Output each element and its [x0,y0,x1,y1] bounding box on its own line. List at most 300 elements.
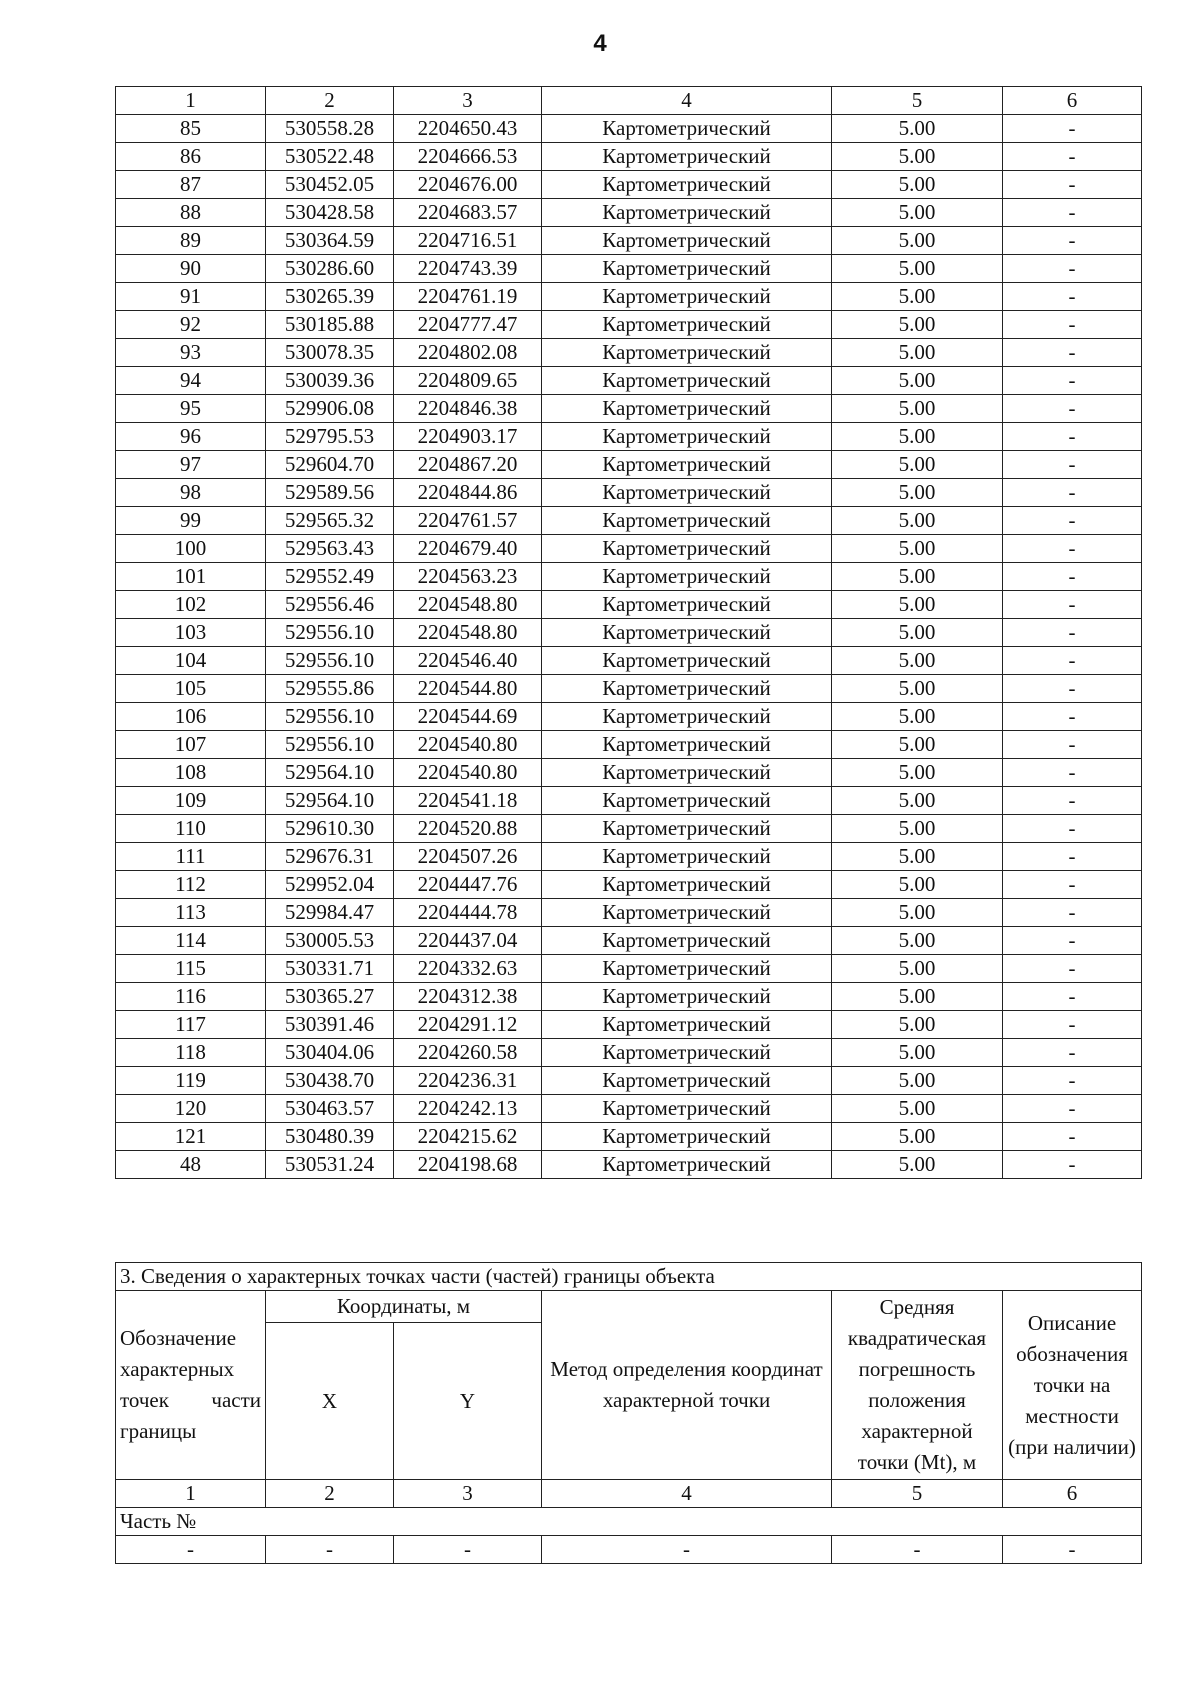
table-cell: 2204666.53 [394,143,542,171]
table-cell: - [1003,619,1142,647]
table-row [116,731,1142,759]
table-cell: 530005.53 [266,927,394,955]
table-cell: 2204242.13 [394,1095,542,1123]
table-cell: Картометрический [542,367,832,395]
table-cell: 85 [116,115,266,143]
error-header: Средняя квадратическая погрешность положения характерной точки (Mt), м [832,1291,1003,1480]
table-cell: 103 [116,619,266,647]
table-cell: 2204563.23 [394,563,542,591]
table-cell: - [1003,1123,1142,1151]
table-cell: 95 [116,395,266,423]
table-cell: - [1003,143,1142,171]
table-cell: Картометрический [542,731,832,759]
table-cell: - [1003,703,1142,731]
page-number: 4 [593,30,607,57]
table-cell: 5.00 [832,899,1003,927]
section-title: 3. Сведения о характерных точках части (частей) границы объекта [116,1263,1142,1291]
table-cell: Картометрический [542,1039,832,1067]
table-row [116,1123,1142,1151]
column-number: 5 [832,1480,1003,1508]
table-cell: 5.00 [832,367,1003,395]
column-number: 4 [542,1480,832,1508]
table-cell: 530078.35 [266,339,394,367]
table-cell: 2204809.65 [394,367,542,395]
table-cell: 530522.48 [266,143,394,171]
table-cell: - [1003,535,1142,563]
section-title-row [116,1263,1142,1291]
table-cell: Картометрический [542,115,832,143]
table-cell: 94 [116,367,266,395]
table-cell: Картометрический [542,507,832,535]
table-cell: 2204544.80 [394,675,542,703]
table-cell: 2204777.47 [394,311,542,339]
table-row [116,1067,1142,1095]
table-row [116,479,1142,507]
table-cell: 2204437.04 [394,927,542,955]
table-cell: 529556.10 [266,703,394,731]
table-cell: Картометрический [542,675,832,703]
table-cell: - [1003,227,1142,255]
table-cell: 2204761.19 [394,283,542,311]
table-cell: 2204540.80 [394,731,542,759]
y-header: Y [394,1323,542,1480]
table-cell: 5.00 [832,255,1003,283]
table-cell: 2204844.86 [394,479,542,507]
table-cell: - [1003,927,1142,955]
table-cell: 529563.43 [266,535,394,563]
table-cell: 102 [116,591,266,619]
table-cell: 530365.27 [266,983,394,1011]
table-cell: - [1003,339,1142,367]
table-cell: - [1003,899,1142,927]
table-row [116,227,1142,255]
table-row [116,255,1142,283]
table-cell: 5.00 [832,395,1003,423]
table-cell: 120 [116,1095,266,1123]
table-cell: 5.00 [832,759,1003,787]
table-cell: 5.00 [832,451,1003,479]
table-cell: - [1003,955,1142,983]
table-cell: Картометрический [542,283,832,311]
table-cell: 5.00 [832,591,1003,619]
table-row [116,787,1142,815]
table-cell: 88 [116,199,266,227]
table-cell: Картометрический [542,1151,832,1179]
table-cell: - [1003,423,1142,451]
table-cell: 530391.46 [266,1011,394,1039]
table-cell: 2204541.18 [394,787,542,815]
table-cell: 114 [116,927,266,955]
table-cell: 107 [116,731,266,759]
table-cell: 529795.53 [266,423,394,451]
table-cell: 2204546.40 [394,647,542,675]
table-row [116,927,1142,955]
table-cell: 108 [116,759,266,787]
table-cell: Картометрический [542,395,832,423]
table-row [116,171,1142,199]
table-cell: 5.00 [832,619,1003,647]
table-cell: 2204679.40 [394,535,542,563]
table-cell: 5.00 [832,703,1003,731]
table-cell: 2204650.43 [394,115,542,143]
table-cell: 2204312.38 [394,983,542,1011]
table-cell: 2204520.88 [394,815,542,843]
table-cell: 5.00 [832,479,1003,507]
table-row [116,199,1142,227]
column-number: 3 [394,1480,542,1508]
column-number: 6 [1003,1480,1142,1508]
part-label: Часть № [116,1508,1142,1536]
table-cell: - [1003,395,1142,423]
table-cell: 2204846.38 [394,395,542,423]
table-cell: Картометрический [542,843,832,871]
table-cell: 529555.86 [266,675,394,703]
table-row [116,115,1142,143]
column-number: 1 [116,87,266,115]
table-cell: Картометрический [542,535,832,563]
table-cell: 530463.57 [266,1095,394,1123]
x-header: X [266,1323,394,1480]
table-cell: 2204236.31 [394,1067,542,1095]
table-row [116,1039,1142,1067]
coordinates-table [115,86,1142,1179]
table-cell: 529984.47 [266,899,394,927]
table-cell: 5.00 [832,1123,1003,1151]
table-cell: 530558.28 [266,115,394,143]
table-cell: Картометрический [542,451,832,479]
table-cell: 5.00 [832,115,1003,143]
table-cell: 5.00 [832,423,1003,451]
table-cell: Картометрический [542,619,832,647]
table-row [116,843,1142,871]
table-cell: Картометрический [542,815,832,843]
table-cell: 529552.49 [266,563,394,591]
table-cell: 529952.04 [266,871,394,899]
table-cell: 92 [116,311,266,339]
table-cell: 5.00 [832,871,1003,899]
table-cell: 530265.39 [266,283,394,311]
table-cell: 2204444.78 [394,899,542,927]
table-cell: 5.00 [832,143,1003,171]
table-cell: 530404.06 [266,1039,394,1067]
table-cell: 121 [116,1123,266,1151]
header-row [116,1291,1142,1323]
table-cell: 530452.05 [266,171,394,199]
table-cell: - [1003,759,1142,787]
table-row [116,955,1142,983]
column-number: 5 [832,87,1003,115]
table-cell: 5.00 [832,199,1003,227]
table-cell: - [1003,983,1142,1011]
column-number: 6 [1003,87,1142,115]
table-cell: 2204802.08 [394,339,542,367]
table-cell: Картометрический [542,311,832,339]
table-cell: 2204548.80 [394,591,542,619]
table-cell: 5.00 [832,1151,1003,1179]
table-cell: 2204716.51 [394,227,542,255]
table-cell: 112 [116,871,266,899]
table-row [116,535,1142,563]
table-cell: 5.00 [832,955,1003,983]
method-header: Метод определения координат характерной точки [542,1291,832,1480]
table-cell: Картометрический [542,983,832,1011]
table-cell: Картометрический [542,927,832,955]
table-cell: Картометрический [542,955,832,983]
table-cell: 5.00 [832,787,1003,815]
table-cell: - [116,1536,266,1564]
table-cell: Картометрический [542,143,832,171]
table-cell: 113 [116,899,266,927]
table-cell: 5.00 [832,1067,1003,1095]
table-cell: Картометрический [542,479,832,507]
table-cell: 5.00 [832,171,1003,199]
table-row [116,703,1142,731]
table-cell: - [1003,731,1142,759]
table-cell: - [1003,675,1142,703]
table-cell: Картометрический [542,339,832,367]
table-cell: Картометрический [542,787,832,815]
table-cell: - [1003,311,1142,339]
table-cell: Картометрический [542,199,832,227]
table-cell: 118 [116,1039,266,1067]
table-cell: Картометрический [542,227,832,255]
table-cell: 529906.08 [266,395,394,423]
table-cell: 530428.58 [266,199,394,227]
table-cell: Картометрический [542,255,832,283]
table-row [116,899,1142,927]
table-cell: 97 [116,451,266,479]
table-cell: 2204683.57 [394,199,542,227]
table-row [116,675,1142,703]
table-cell: 5.00 [832,507,1003,535]
table-row [116,983,1142,1011]
table-cell: 530438.70 [266,1067,394,1095]
table-row [116,759,1142,787]
table-row [116,367,1142,395]
table-cell: Картометрический [542,759,832,787]
parts-table [115,1262,1142,1564]
table-cell: - [1003,507,1142,535]
table-row [116,507,1142,535]
table-cell: - [1003,171,1142,199]
table-cell: 116 [116,983,266,1011]
table-cell: 48 [116,1151,266,1179]
table-cell: Картометрический [542,423,832,451]
table-cell: 2204540.80 [394,759,542,787]
table-cell: Картометрический [542,563,832,591]
table-cell: 529564.10 [266,759,394,787]
table-row [116,339,1142,367]
table-cell: 530286.60 [266,255,394,283]
table-cell: 5.00 [832,815,1003,843]
table-cell: - [1003,871,1142,899]
table-cell: 5.00 [832,675,1003,703]
table-cell: 87 [116,171,266,199]
column-number-row [116,87,1142,115]
table-cell: Картометрический [542,1067,832,1095]
table-cell: Картометрический [542,1011,832,1039]
table-cell: 5.00 [832,843,1003,871]
table-cell: Картометрический [542,647,832,675]
table-cell: - [266,1536,394,1564]
table-cell: - [1003,787,1142,815]
table-cell: - [1003,815,1142,843]
table-cell: 530185.88 [266,311,394,339]
table-cell: Картометрический [542,591,832,619]
table-cell: - [1003,451,1142,479]
table-cell: 91 [116,283,266,311]
table-cell: 5.00 [832,535,1003,563]
part-label-row [116,1508,1142,1536]
table-cell: 2204198.68 [394,1151,542,1179]
table-cell: - [1003,115,1142,143]
table-cell: 96 [116,423,266,451]
column-number: 3 [394,87,542,115]
table-cell: 5.00 [832,1039,1003,1067]
table-cell: - [1003,367,1142,395]
table-cell: 529556.10 [266,647,394,675]
table-row [116,619,1142,647]
table-row [116,647,1142,675]
table-row [116,283,1142,311]
table-cell: - [832,1536,1003,1564]
table-cell: 2204676.00 [394,171,542,199]
table-cell: 5.00 [832,283,1003,311]
table-cell: - [1003,1095,1142,1123]
table-cell: - [1003,647,1142,675]
table-cell: 86 [116,143,266,171]
table-cell: 90 [116,255,266,283]
table-cell: - [1003,1536,1142,1564]
table-cell: Картометрический [542,871,832,899]
table-cell: 93 [116,339,266,367]
column-number: 4 [542,87,832,115]
table-cell: 98 [116,479,266,507]
table-cell: - [1003,283,1142,311]
table-cell: - [1003,843,1142,871]
table-cell: 2204761.57 [394,507,542,535]
table-cell: - [1003,563,1142,591]
column-number: 2 [266,1480,394,1508]
table-row [116,815,1142,843]
table-cell: 529556.10 [266,619,394,647]
column-number: 2 [266,87,394,115]
table-row [116,871,1142,899]
table-cell: 2204743.39 [394,255,542,283]
table-cell: 529610.30 [266,815,394,843]
table-cell: 100 [116,535,266,563]
table-cell: Картометрический [542,171,832,199]
table-cell: - [394,1536,542,1564]
table-row [116,143,1142,171]
table-row [116,423,1142,451]
column-number: 1 [116,1480,266,1508]
table-cell: 530331.71 [266,955,394,983]
table-cell: 106 [116,703,266,731]
table-row [116,1536,1142,1564]
table-cell: - [1003,1039,1142,1067]
table-cell: 109 [116,787,266,815]
table-cell: 529556.10 [266,731,394,759]
table-cell: 530531.24 [266,1151,394,1179]
table-cell: 2204544.69 [394,703,542,731]
table-cell: 530480.39 [266,1123,394,1151]
table-cell: 529564.10 [266,787,394,815]
table-cell: 105 [116,675,266,703]
table-cell: 104 [116,647,266,675]
table-cell: - [1003,199,1142,227]
table-row [116,591,1142,619]
table-cell: 5.00 [832,563,1003,591]
table-row [116,1011,1142,1039]
table-cell: 2204291.12 [394,1011,542,1039]
table-cell: Картометрический [542,703,832,731]
table-cell: Картометрический [542,1095,832,1123]
table-cell: - [1003,1151,1142,1179]
table-row [116,1095,1142,1123]
table-cell: 5.00 [832,339,1003,367]
table-cell: 119 [116,1067,266,1095]
description-header: Описание обозначения точки на местности (при наличии) [1003,1291,1142,1480]
table-cell: 2204507.26 [394,843,542,871]
table-row [116,1151,1142,1179]
table-cell: 5.00 [832,1095,1003,1123]
coordinates-header: Координаты, м [266,1291,542,1323]
table-cell: 5.00 [832,227,1003,255]
table-cell: 101 [116,563,266,591]
table-cell: 2204260.58 [394,1039,542,1067]
table-cell: 530364.59 [266,227,394,255]
table-cell: 529604.70 [266,451,394,479]
table-cell: - [1003,1011,1142,1039]
table-cell: 111 [116,843,266,871]
table-row [116,395,1142,423]
table-cell: - [1003,479,1142,507]
table-cell: 89 [116,227,266,255]
table-cell: 5.00 [832,1011,1003,1039]
table-row [116,563,1142,591]
table-cell: 115 [116,955,266,983]
table-cell: Картометрический [542,899,832,927]
table-cell: - [1003,591,1142,619]
column-number-row [116,1480,1142,1508]
table-cell: 529556.46 [266,591,394,619]
table-cell: 2204332.63 [394,955,542,983]
table-cell: 5.00 [832,927,1003,955]
table-cell: 2204215.62 [394,1123,542,1151]
table-cell: 99 [116,507,266,535]
table-row [116,311,1142,339]
table-cell: 5.00 [832,731,1003,759]
table-row [116,451,1142,479]
table-cell: 530039.36 [266,367,394,395]
table-cell: 2204903.17 [394,423,542,451]
table-cell: 110 [116,815,266,843]
table-cell: 5.00 [832,647,1003,675]
table-cell: 117 [116,1011,266,1039]
table-cell: 529589.56 [266,479,394,507]
table-cell: Картометрический [542,1123,832,1151]
table-cell: 529565.32 [266,507,394,535]
table-cell: 2204447.76 [394,871,542,899]
table-cell: - [1003,255,1142,283]
table-cell: - [542,1536,832,1564]
table-cell: - [1003,1067,1142,1095]
designation-header: Обозначение характерных точек части границы [116,1291,266,1480]
table-cell: 5.00 [832,983,1003,1011]
table-cell: 2204867.20 [394,451,542,479]
table-cell: 5.00 [832,311,1003,339]
